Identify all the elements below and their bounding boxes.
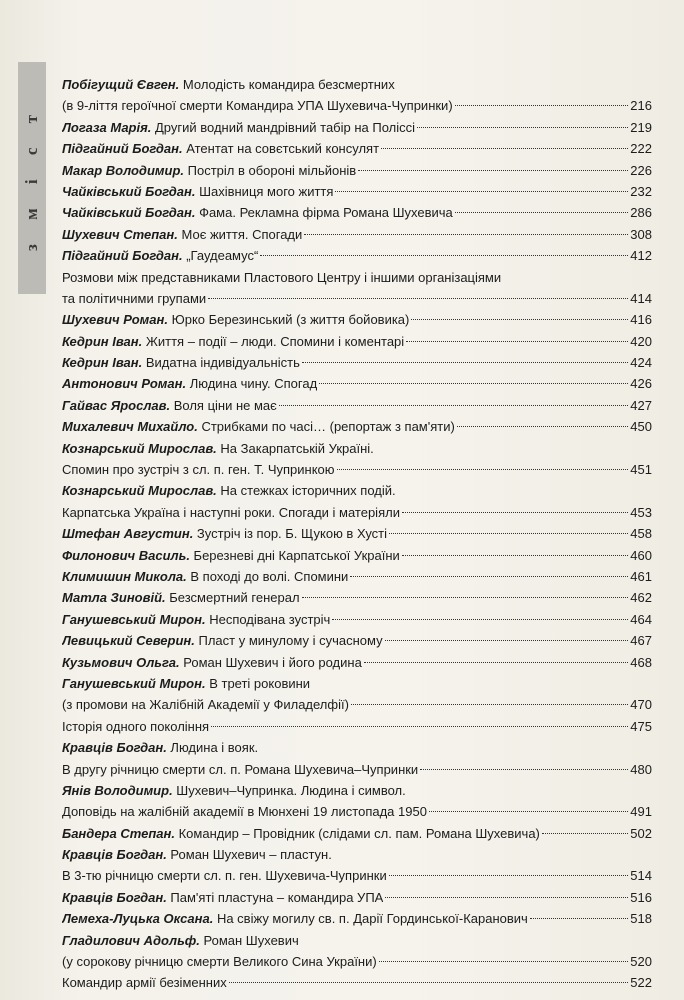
toc-title: В другу річницю смерти сл. п. Романа Шухевича–Чупринки xyxy=(62,761,419,777)
toc-leader-dots xyxy=(351,704,628,705)
toc-entry xyxy=(62,844,652,887)
toc-author: Шухевич Роман. xyxy=(62,312,168,328)
toc-entry xyxy=(62,352,652,373)
toc-title: Моє життя. Спогади xyxy=(177,226,303,242)
toc-entry xyxy=(62,395,652,416)
toc-author: Підгайний Богдан. xyxy=(62,248,183,264)
toc-author: Кравців Богдан. xyxy=(62,740,167,756)
toc-title: Постріл в обороні мільйонів xyxy=(184,162,357,178)
toc-title: На Закарпатській Україні. xyxy=(216,440,374,456)
toc-entry xyxy=(62,309,652,330)
toc-title: (в 9-ліття героїчної смерти Командира УПА Шухевича-Чупринки) xyxy=(62,98,453,114)
toc-line-text xyxy=(62,309,409,330)
toc-title: Командир – Провідник (слідами сл. пам. Романа Шухевича) xyxy=(174,825,540,841)
toc-author: Кознарський Мирослав. xyxy=(62,483,217,499)
toc-author: Климишин Микола. xyxy=(62,568,187,584)
toc-leader-dots xyxy=(208,298,628,299)
toc-line xyxy=(62,716,652,737)
toc-page-number: 424 xyxy=(630,355,652,371)
toc-author: Кознарський Мирослав. xyxy=(62,440,217,456)
toc-page-number: 518 xyxy=(630,911,652,927)
toc-entry xyxy=(62,74,652,117)
toc-title: В поході до волі. Спомини xyxy=(186,568,349,584)
toc-page-number: 522 xyxy=(630,975,652,991)
toc-line xyxy=(62,801,652,822)
toc-entry xyxy=(62,630,652,651)
toc-title: Стрибками по часі… (репортаж з пам'яти) xyxy=(197,419,455,435)
toc-entry xyxy=(62,545,652,566)
toc-line xyxy=(62,630,652,651)
toc-line xyxy=(62,566,652,587)
toc-line xyxy=(62,865,652,886)
toc-line xyxy=(62,117,652,138)
toc-author: Підгайний Богдан. xyxy=(62,141,183,157)
toc-line-text xyxy=(62,801,427,822)
toc-line xyxy=(62,545,652,566)
toc-leader-dots xyxy=(337,469,629,470)
toc-title: Другий водний мандрівний табір на Поліссі xyxy=(151,119,416,135)
toc-author: Гайвас Ярослав. xyxy=(62,397,171,413)
toc-author: Лемеха-Луцька Оксана. xyxy=(62,911,214,927)
toc-entry xyxy=(62,181,652,202)
toc-title: Юрко Березинський (з життя бойовика) xyxy=(168,312,410,328)
toc-leader-dots xyxy=(530,918,628,919)
toc-line-text xyxy=(62,844,332,865)
toc-entry xyxy=(62,373,652,394)
toc-author: Филонович Василь. xyxy=(62,547,190,563)
toc-page-number: 226 xyxy=(630,162,652,178)
toc-leader-dots xyxy=(389,875,629,876)
toc-leader-dots xyxy=(429,811,628,812)
toc-author: Матла Зиновій. xyxy=(62,590,166,606)
toc-author: Штефан Августин. xyxy=(62,526,194,542)
toc-author: Ганушевський Мирон. xyxy=(62,611,206,627)
toc-line xyxy=(62,887,652,908)
toc-title: „Гаудеамус“ xyxy=(182,248,259,264)
toc-line-text xyxy=(62,972,227,993)
toc-leader-dots xyxy=(319,383,628,384)
toc-line-text xyxy=(62,652,362,673)
toc-leader-dots xyxy=(350,576,628,577)
toc-entry xyxy=(62,972,652,993)
toc-page-number: 232 xyxy=(630,183,652,199)
toc-line-text xyxy=(62,566,348,587)
toc-leader-dots xyxy=(411,319,628,320)
toc-leader-dots xyxy=(260,255,628,256)
toc-author: Левицький Северин. xyxy=(62,633,195,649)
toc-page-number: 412 xyxy=(630,248,652,264)
toc-page-number: 458 xyxy=(630,526,652,542)
toc-entry xyxy=(62,523,652,544)
toc-page-number: 216 xyxy=(630,98,652,114)
toc-line xyxy=(62,95,652,116)
toc-entry xyxy=(62,652,652,673)
toc-author: Гладилович Адольф. xyxy=(62,932,200,948)
toc-entry xyxy=(62,117,652,138)
toc-leader-dots xyxy=(402,555,629,556)
toc-title: Карпатська Україна і наступні роки. Спогади і матеріяли xyxy=(62,504,400,520)
toc-author: Логаза Марія. xyxy=(62,119,152,135)
toc-line-text xyxy=(62,438,374,459)
toc-leader-dots xyxy=(332,619,628,620)
toc-entry xyxy=(62,480,652,523)
toc-page-number: 462 xyxy=(630,590,652,606)
toc-leader-dots xyxy=(379,961,629,962)
toc-line xyxy=(62,480,652,501)
toc-page-number: 414 xyxy=(630,290,652,306)
toc-page-number: 464 xyxy=(630,611,652,627)
toc-entry xyxy=(62,930,652,973)
toc-entry xyxy=(62,823,652,844)
toc-leader-dots xyxy=(457,426,628,427)
toc-title: (з промови на Жалібній Академії у Филаделфії) xyxy=(62,697,349,713)
toc-title: Життя – події – люди. Спомини і коментарі xyxy=(142,333,405,349)
toc-line-text xyxy=(62,395,277,416)
toc-line-text xyxy=(62,930,299,951)
toc-entry xyxy=(62,609,652,630)
toc-title: Роман Шухевич xyxy=(199,932,299,948)
toc-leader-dots xyxy=(455,105,629,106)
toc-entry xyxy=(62,224,652,245)
toc-entry xyxy=(62,245,652,266)
toc-line-text xyxy=(62,587,300,608)
toc-title: Безсмертний генерал xyxy=(165,590,300,606)
toc-line xyxy=(62,587,652,608)
toc-line-text xyxy=(62,352,300,373)
toc-title: Людина і вояк. xyxy=(166,740,259,756)
toc-page-number: 460 xyxy=(630,547,652,563)
toc-line xyxy=(62,459,652,480)
toc-author: Макар Володимир. xyxy=(62,162,185,178)
toc-line-text xyxy=(62,737,258,758)
toc-line xyxy=(62,972,652,993)
toc-author: Кедрин Іван. xyxy=(62,355,143,371)
toc-title: Березневі дні Карпатської України xyxy=(189,547,400,563)
toc-leader-dots xyxy=(279,405,629,406)
toc-line-text xyxy=(62,416,455,437)
toc-line-text xyxy=(62,502,400,523)
section-label: з м і с т xyxy=(22,104,41,252)
toc-line xyxy=(62,951,652,972)
toc-page-number: 416 xyxy=(630,312,652,328)
toc-line-text xyxy=(62,181,333,202)
toc-author: Кузьмович Ольга. xyxy=(62,654,180,670)
toc-line-text xyxy=(62,224,302,245)
toc-entry xyxy=(62,267,652,310)
toc-title: Роман Шухевич – пластун. xyxy=(166,847,332,863)
toc-title: Шахівниця мого життя xyxy=(195,183,334,199)
toc-title: На стежках історичних подій. xyxy=(216,483,396,499)
toc-line-text xyxy=(62,202,453,223)
toc-entry xyxy=(62,737,652,780)
toc-entry xyxy=(62,138,652,159)
toc-line xyxy=(62,609,652,630)
toc-author: Кравців Богдан. xyxy=(62,847,167,863)
toc-line-text xyxy=(62,908,528,929)
toc-line xyxy=(62,373,652,394)
toc-author: Янів Володимир. xyxy=(62,782,173,798)
toc-line xyxy=(62,823,652,844)
toc-leader-dots xyxy=(385,640,629,641)
toc-line-text xyxy=(62,823,540,844)
toc-leader-dots xyxy=(385,897,628,898)
toc-page-number: 219 xyxy=(630,119,652,135)
toc-author: Михалевич Михайло. xyxy=(62,419,198,435)
toc-page-number: 470 xyxy=(630,697,652,713)
toc-line xyxy=(62,160,652,181)
toc-line-text xyxy=(62,951,377,972)
table-of-contents xyxy=(62,74,652,994)
toc-line-text xyxy=(62,245,258,266)
toc-author: Кедрин Іван. xyxy=(62,333,143,349)
toc-entry xyxy=(62,438,652,481)
toc-line-text xyxy=(62,759,418,780)
toc-entry xyxy=(62,887,652,908)
toc-title: Доповідь на жалібній академії в Мюнхені 19 листопада 1950 xyxy=(62,804,427,820)
toc-line xyxy=(62,267,652,288)
toc-line xyxy=(62,502,652,523)
toc-page-number: 520 xyxy=(630,954,652,970)
toc-leader-dots xyxy=(211,726,628,727)
toc-leader-dots xyxy=(420,769,628,770)
toc-author: Побігущий Євген. xyxy=(62,77,180,92)
toc-page-number: 480 xyxy=(630,761,652,777)
toc-title: В 3-тю річницю смерти сл. п. ген. Шухевича-Чупринки xyxy=(62,868,387,884)
toc-line xyxy=(62,523,652,544)
toc-page-number: 222 xyxy=(630,141,652,157)
toc-page-number: 451 xyxy=(630,462,652,478)
toc-title: Шухевич–Чупринка. Людина і символ. xyxy=(172,782,406,798)
toc-page-number: 450 xyxy=(630,419,652,435)
toc-line-text xyxy=(62,74,395,95)
toc-title: В треті роковини xyxy=(205,675,311,691)
toc-title: На свіжу могилу св. п. Дарії Гординської-Каранович xyxy=(213,911,528,927)
toc-line-text xyxy=(62,694,349,715)
toc-line-text xyxy=(62,716,209,737)
toc-page-number: 420 xyxy=(630,333,652,349)
toc-line xyxy=(62,138,652,159)
toc-line-text xyxy=(62,780,406,801)
toc-line-text xyxy=(62,545,400,566)
toc-title: та політичними групами xyxy=(62,290,207,306)
toc-line-text xyxy=(62,459,335,480)
toc-line xyxy=(62,245,652,266)
toc-line-text xyxy=(62,887,383,908)
toc-line-text xyxy=(62,480,396,501)
toc-author: Шухевич Степан. xyxy=(62,226,178,242)
toc-line xyxy=(62,737,652,758)
toc-title: Історія одного покоління xyxy=(62,718,210,734)
toc-leader-dots xyxy=(302,362,628,363)
toc-title: Фама. Рекламна фірма Романа Шухевича xyxy=(195,205,453,221)
toc-line-text xyxy=(62,630,383,651)
toc-line xyxy=(62,288,652,309)
toc-title: Атентат на совєтський консулят xyxy=(182,141,380,157)
toc-line-text xyxy=(62,331,404,352)
toc-title: Молодість командира безсмертних xyxy=(179,77,395,92)
toc-page-number: 286 xyxy=(630,205,652,221)
toc-page-number: 514 xyxy=(630,868,652,884)
toc-leader-dots xyxy=(542,833,628,834)
toc-line xyxy=(62,673,652,694)
toc-line-text xyxy=(62,673,310,694)
toc-line xyxy=(62,438,652,459)
toc-page-number: 467 xyxy=(630,633,652,649)
toc-page-number: 468 xyxy=(630,654,652,670)
toc-leader-dots xyxy=(406,341,628,342)
toc-line xyxy=(62,844,652,865)
toc-line xyxy=(62,908,652,929)
toc-line xyxy=(62,416,652,437)
toc-leader-dots xyxy=(389,533,628,534)
toc-line-text xyxy=(62,373,317,394)
toc-entry xyxy=(62,908,652,929)
toc-title: Несподівана зустріч xyxy=(205,611,331,627)
toc-title: Спомин про зустріч з сл. п. ген. Т. Чупринкою xyxy=(62,462,335,478)
toc-line xyxy=(62,74,652,95)
toc-line xyxy=(62,181,652,202)
toc-author: Кравців Богдан. xyxy=(62,889,167,905)
toc-line xyxy=(62,202,652,223)
toc-author: Бандера Степан. xyxy=(62,825,175,841)
toc-line xyxy=(62,352,652,373)
toc-leader-dots xyxy=(455,212,629,213)
toc-page-number: 426 xyxy=(630,376,652,392)
toc-line-text xyxy=(62,160,356,181)
toc-page-number: 491 xyxy=(630,804,652,820)
toc-entry xyxy=(62,566,652,587)
toc-line-text xyxy=(62,288,206,309)
toc-line xyxy=(62,331,652,352)
toc-page-number: 308 xyxy=(630,226,652,242)
toc-page-number: 427 xyxy=(630,397,652,413)
toc-leader-dots xyxy=(364,662,628,663)
toc-title: Пам'яті пластуна – командира УПА xyxy=(166,889,384,905)
toc-leader-dots xyxy=(335,191,628,192)
toc-title: Видатна індивідуальність xyxy=(142,355,300,371)
toc-line-text xyxy=(62,138,379,159)
toc-page-number: 502 xyxy=(630,825,652,841)
toc-leader-dots xyxy=(302,597,629,598)
toc-title: Воля ціни не має xyxy=(170,397,277,413)
toc-entry xyxy=(62,416,652,437)
toc-page-number: 516 xyxy=(630,889,652,905)
toc-author: Чайківський Богдан. xyxy=(62,183,196,199)
toc-author: Чайківський Богдан. xyxy=(62,205,196,221)
toc-title: Людина чину. Спогад xyxy=(186,376,318,392)
toc-title: Пласт у минулому і сучасному xyxy=(194,633,383,649)
toc-leader-dots xyxy=(381,148,628,149)
toc-author: Антонович Роман. xyxy=(62,376,187,392)
toc-entry xyxy=(62,673,652,737)
toc-title: (у сорокову річницю смерти Великого Сина України) xyxy=(62,954,377,970)
toc-line-text xyxy=(62,95,453,116)
toc-line-text xyxy=(62,609,330,630)
toc-line-text xyxy=(62,865,387,886)
toc-leader-dots xyxy=(417,127,628,128)
toc-page-number: 453 xyxy=(630,504,652,520)
toc-title: Командир армії безіменних xyxy=(62,975,227,991)
toc-leader-dots xyxy=(402,512,628,513)
toc-line xyxy=(62,694,652,715)
toc-title: Розмови між представниками Пластового Центру і іншими організаціями xyxy=(62,269,502,285)
toc-line xyxy=(62,224,652,245)
toc-line xyxy=(62,930,652,951)
toc-page-number: 461 xyxy=(630,568,652,584)
toc-line xyxy=(62,309,652,330)
toc-title: Зустріч із пор. Б. Щукою в Хусті xyxy=(193,526,388,542)
toc-line-text xyxy=(62,523,387,544)
toc-line-text xyxy=(62,117,415,138)
toc-leader-dots xyxy=(304,234,628,235)
toc-title: Роман Шухевич і його родина xyxy=(179,654,362,670)
toc-line xyxy=(62,395,652,416)
toc-entry xyxy=(62,160,652,181)
toc-line-text xyxy=(62,267,501,288)
toc-line xyxy=(62,652,652,673)
toc-line xyxy=(62,780,652,801)
toc-author: Ганушевський Мирон. xyxy=(62,675,206,691)
toc-leader-dots xyxy=(358,170,628,171)
toc-entry xyxy=(62,202,652,223)
toc-entry xyxy=(62,587,652,608)
toc-entry xyxy=(62,331,652,352)
toc-line xyxy=(62,759,652,780)
toc-leader-dots xyxy=(229,982,629,983)
toc-entry xyxy=(62,780,652,823)
toc-page-number: 475 xyxy=(630,718,652,734)
